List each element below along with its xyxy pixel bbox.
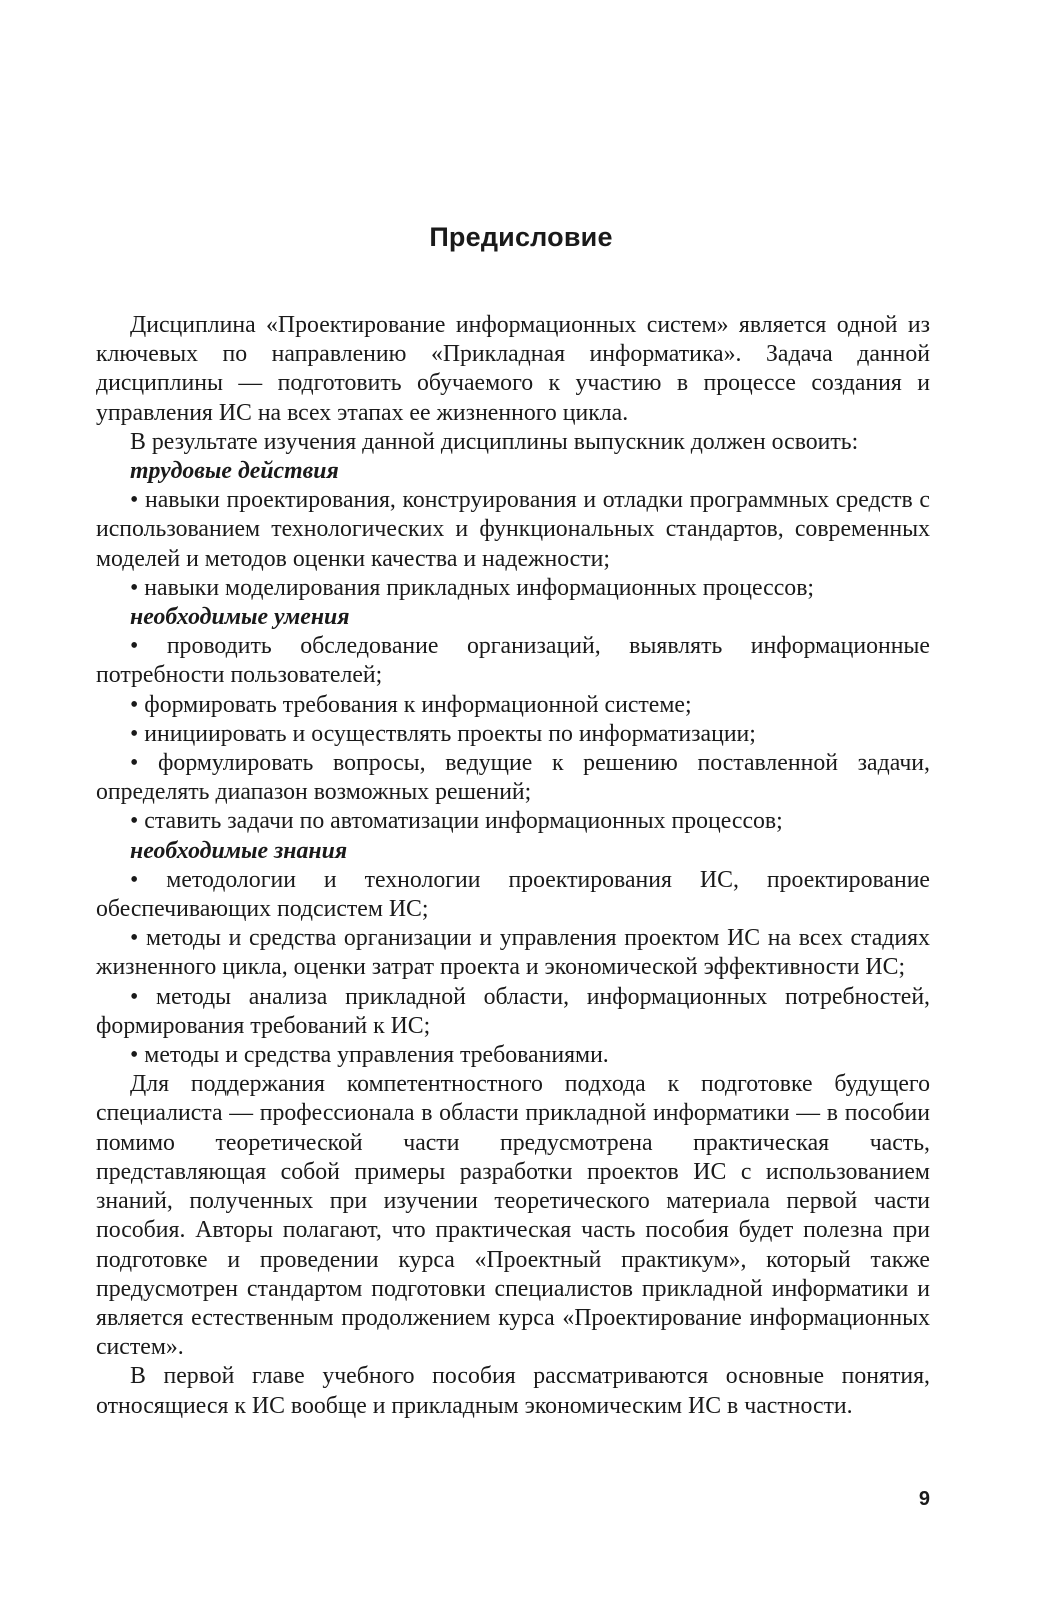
paragraph: Дисциплина «Проектирование информационных систем» является одной из ключевых по направлению «Прикладная информатика». Задача данной дисциплины — подготовить обучаемого к участию в процессе создания и управления ИС на всех этапах ее жизненного цикла. <box>96 312 930 426</box>
body-text <box>96 311 930 1421</box>
bullet-item: • навыки проектирования, конструирования и отладки программных средств с использованием технологических и функциональных стандартов, современных моделей и методов оценки качества и надежности; <box>96 487 930 572</box>
bullet-item: • методы анализа прикладной области, информационных потребностей, формирования требований к ИС; <box>96 983 930 1039</box>
section-heading: трудовые действия <box>130 458 339 485</box>
bullet-item: • формулировать вопросы, ведущие к решению поставленной задачи, определять диапазон возможных решений; <box>96 750 930 806</box>
paragraph: Для поддержания компетентностного подхода к подготовке будущего специалиста — профессионала в области прикладной информатики — в пособии помимо теоретической части предусмотрена практическая часть, представляющая собой примеры разработки проектов ИС с использованием знаний, полученных при изучении теоретического материала первой части пособия. Авторы полагают, что практическая часть пособия будет полезна при подготовке и проведении курса «Проектный практикум», который также предусмотрен стандартом подготовки специалистов прикладной информатики и является естественным продолжением курса «Проектирование информационных систем». <box>96 1071 930 1361</box>
bullet-item: • методы и средства управления требованиями. <box>130 1042 609 1069</box>
page-number: 9 <box>918 1488 930 1510</box>
page-title: Предисловие <box>429 222 613 252</box>
section-heading: необходимые знания <box>130 837 348 864</box>
section-heading: необходимые умения <box>130 604 350 631</box>
bullet-item: • проводить обследование организаций, выявлять информационные потребности пользователей; <box>96 633 930 689</box>
bullet-item: • методологии и технологии проектирования ИС, проектирование обеспечивающих подсистем ИС; <box>96 866 930 923</box>
paragraph: В результате изучения данной дисциплины выпускник должен освоить: <box>130 428 859 455</box>
bullet-item: • навыки моделирования прикладных информационных процессов; <box>130 574 815 601</box>
paragraph: В первой главе учебного пособия рассматриваются основные понятия, относящиеся к ИС вообще и прикладным экономическим ИС в частности. <box>96 1363 930 1419</box>
bullet-item: • инициировать и осуществлять проекты по информатизации; <box>130 720 756 747</box>
bullet-item: • методы и средства организации и управления проектом ИС на всех стадиях жизненного цикла, оценки затрат проекта и экономической эффективности ИС; <box>96 925 930 981</box>
bullet-item: • формировать требования к информационной системе; <box>130 691 692 718</box>
bullet-item: • ставить задачи по автоматизации информационных процессов; <box>130 808 783 835</box>
